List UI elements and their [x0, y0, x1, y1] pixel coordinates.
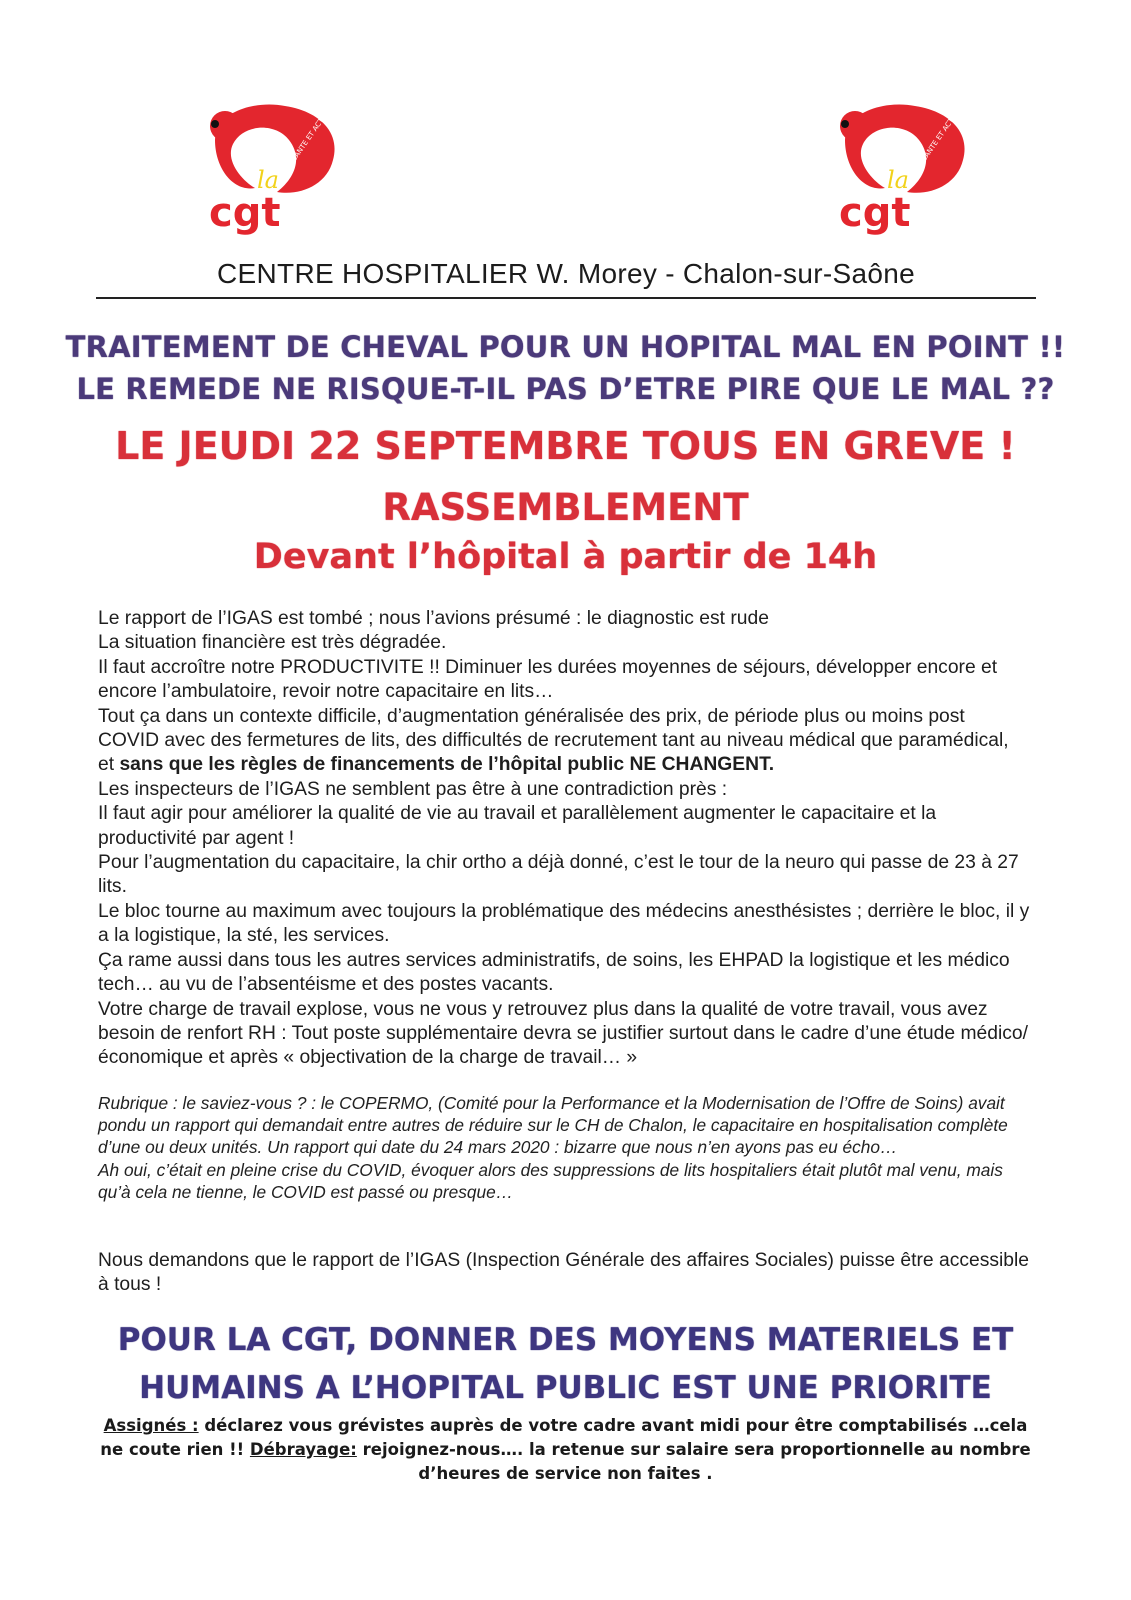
headline-remedy: LE REMEDE NE RISQUE-T-IL PAS D’ETRE PIRE QUE LE MAL ?? — [76, 372, 1055, 406]
body-paragraph: Ça rame aussi dans tous les autres services administratifs, de soins, les EHPAD la logistique et les médico tech… au vu de l’absentéisme et des postes vacants. — [98, 949, 1010, 996]
assigned-label: Assignés : — [103, 1416, 199, 1435]
body-paragraph: La situation financière est très dégradée. — [98, 632, 447, 654]
body-paragraph: Les inspecteurs de l’IGAS ne semblent pas être à une contradiction près : — [98, 778, 728, 800]
demand-paragraph: Nous demandons que le rapport de l’IGAS (Inspection Générale des affaires Sociales) puisse être accessible à tous ! — [98, 1250, 1030, 1296]
headline-strike-date: LE JEUDI 22 SEPTEMBRE TOUS EN GREVE ! — [115, 424, 1016, 468]
rubric-paragraph: Rubrique : le saviez-vous ? : le COPERMO, (Comité pour la Performance et la Modernisation de l’Offre de Soins) avait pondu un rapport qui demandait entre autres de réduire sur le CH de Chalon, le capacitaire en hospitalisation complète d’une ou deux unités. Un rapport qui date du 24 mars 2020 : bizarre que nous n’en ayons pas eu écho… — [98, 1093, 1008, 1158]
body-paragraph: Le bloc tourne au maximum avec toujours la problématique des médecins anesthésistes ; derrière le bloc, il y a la logistique, la sté, les services. — [98, 900, 1030, 947]
body-paragraph: Le rapport de l’IGAS est tombé ; nous l’avions présumé : le diagnostic est rude — [98, 608, 769, 629]
svg-text:cgt: cgt — [839, 190, 911, 236]
svg-text:cgt: cgt — [209, 190, 281, 236]
header-divider — [96, 297, 1036, 299]
headline-treatment: TRAITEMENT DE CHEVAL POUR UN HOPITAL MAL EN POINT !! — [65, 330, 1066, 364]
body-section — [98, 607, 1030, 1071]
body-paragraph: Pour l’augmentation du capacitaire, la chir ortho a déjà donné, c’est le tour de la neuro qui passe de 23 à 27 lits. — [98, 852, 1019, 898]
final-slogan-line-2: HUMAINS A L’HOPITAL PUBLIC EST UNE PRIORITE — [139, 1370, 992, 1406]
rubric-paragraph: Ah oui, c’était en pleine crise du COVID, évoquer alors des suppressions de lits hospitaliers était plutôt mal venu, mais qu’à cela ne tienne, le COVID est passé ou presque… — [98, 1159, 1003, 1202]
body-text-span: Tout ça dans un contexte difficile, d’augmentation généralisée des prix, de période plus ou moins post COVID avec des fermetures de lits, des difficultés de recrutement tant au niveau médical que paramédical, et — [98, 705, 1009, 776]
body-paragraph: Il faut accroître notre PRODUCTIVITE !! Diminuer les durées moyennes de séjours, développer encore et encore l’ambulatoire, revoir notre capacitaire en lits… — [98, 656, 998, 703]
svg-text:la: la — [887, 166, 909, 194]
hospital-title: CENTRE HOSPITALIER W. Morey - Chalon-sur-Saône — [217, 258, 915, 289]
svg-text:SANTE ET ACTION SOCIALE: SANTE ET ACTION SOCIALE — [290, 79, 352, 163]
walkout-label: Débrayage: — [249, 1440, 357, 1459]
headline-location: Devant l’hôpital à partir de 14h — [253, 537, 878, 577]
footer-instructions — [90, 1414, 1041, 1486]
svg-text:SANTE ET ACTION SOCIALE: SANTE ET ACTION SOCIALE — [920, 79, 982, 163]
cgt-logo-icon — [185, 79, 352, 236]
headline-rally: RASSEMBLEMENT — [382, 486, 749, 529]
cgt-logo-right — [815, 79, 982, 236]
svg-text:la: la — [257, 166, 279, 194]
rubric-section — [98, 1092, 1030, 1203]
body-paragraph — [98, 705, 1030, 778]
body-paragraph: Il faut agir pour améliorer la qualité de vie au travail et parallèlement augmenter le capacitaire et la productivité par agent ! — [98, 803, 937, 849]
assigned-text: déclarez vous grévistes auprès de votre cadre avant midi pour être comptabilisés …cela ne coute rien !! — [100, 1416, 1028, 1459]
body-bold-span: sans que les règles de financements de l’hôpital public NE CHANGENT. — [119, 754, 775, 776]
final-slogan-line-1: POUR LA CGT, DONNER DES MOYENS MATERIELS ET — [117, 1322, 1014, 1358]
walkout-text: rejoignez-nous…. la retenue sur salaire sera proportionnelle au nombre d’heures de service non faites . — [356, 1440, 1031, 1483]
body-paragraph: Votre charge de travail explose, vous ne vous y retrouvez plus dans la qualité de votre travail, vous avez besoin de renfort RH : Tout poste supplémentaire devra se justifier surtout dans le cadre d’une étude médico/économique et après « objectivation de la charge de travail… » — [98, 998, 1028, 1069]
cgt-logo-left — [185, 79, 352, 236]
cgt-logo-icon — [815, 79, 982, 236]
